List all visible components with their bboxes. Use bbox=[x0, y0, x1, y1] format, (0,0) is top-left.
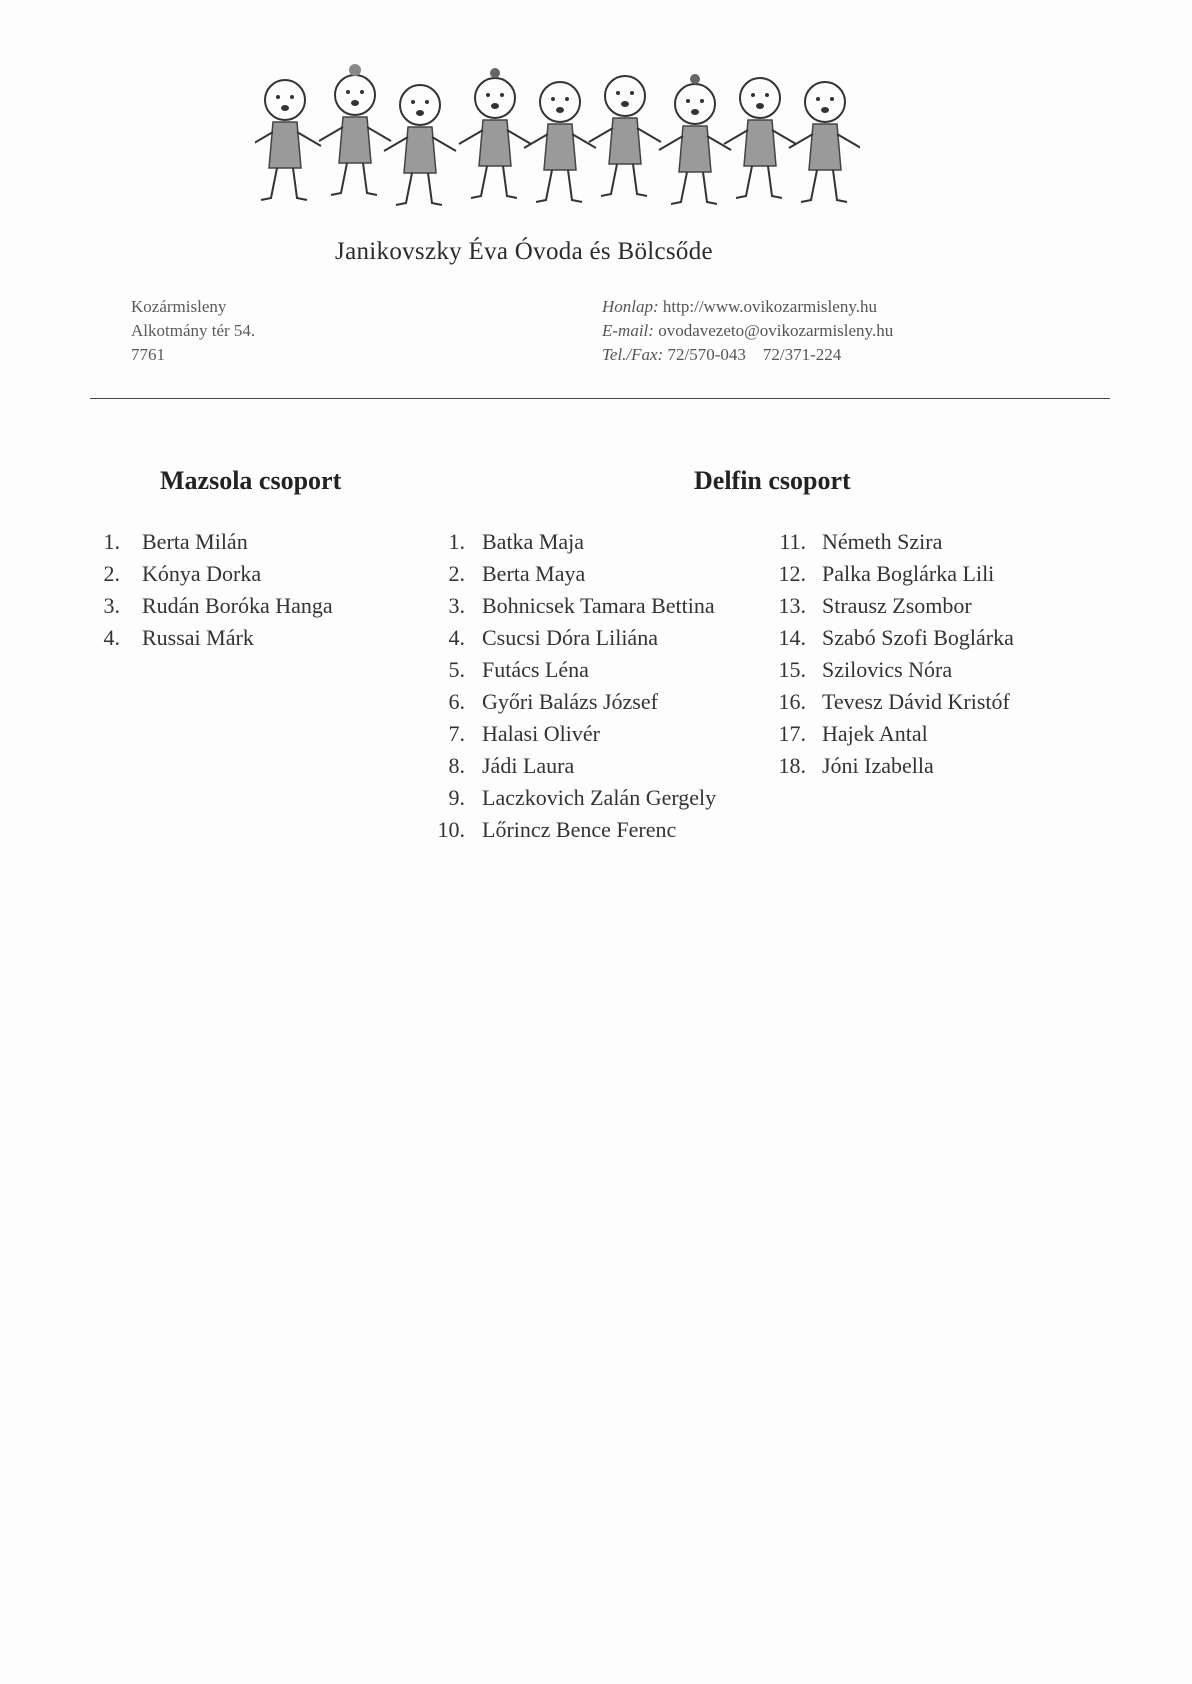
list-item-number: 4. bbox=[103, 625, 120, 650]
delfin-member-list-col2 bbox=[770, 526, 1014, 782]
list-item bbox=[432, 814, 677, 846]
contact-block bbox=[602, 295, 893, 367]
list-item bbox=[432, 782, 717, 814]
list-item bbox=[432, 718, 600, 750]
list-item-name: Győri Balázs József bbox=[482, 689, 658, 714]
phone-value: 72/570-043 72/371-224 bbox=[667, 345, 842, 364]
list-item-number: 18. bbox=[778, 753, 806, 778]
web-label: Honlap: bbox=[602, 297, 659, 316]
list-item bbox=[432, 526, 585, 558]
address-zip: 7761 bbox=[131, 345, 165, 364]
delfin-member-list-col1 bbox=[432, 526, 717, 846]
header-divider bbox=[90, 398, 1110, 399]
list-item bbox=[770, 558, 995, 590]
list-item bbox=[770, 590, 972, 622]
list-item-name: Berta Maya bbox=[482, 561, 586, 586]
list-item-number: 17. bbox=[778, 721, 806, 746]
list-item bbox=[432, 558, 586, 590]
list-item-name: Rudán Boróka Hanga bbox=[142, 593, 333, 618]
list-item-number: 7. bbox=[448, 721, 465, 746]
list-item-number: 16. bbox=[778, 689, 806, 714]
list-item-name: Hajek Antal bbox=[822, 721, 928, 746]
list-item-number: 14. bbox=[778, 625, 806, 650]
list-item bbox=[98, 590, 333, 622]
school-name-text: Janikovszky Éva Óvoda és Bölcsőde bbox=[335, 238, 713, 265]
list-item-number: 2. bbox=[103, 561, 120, 586]
list-item-number: 11. bbox=[779, 529, 806, 554]
phone-label: Tel./Fax: bbox=[602, 345, 664, 364]
list-item bbox=[98, 558, 262, 590]
list-item-name: Bohnicsek Tamara Bettina bbox=[482, 593, 715, 618]
list-item-name: Strausz Zsombor bbox=[822, 593, 972, 618]
list-item-name: Batka Maja bbox=[482, 529, 585, 554]
email-link[interactable]: ovodavezeto@ovikozarmisleny.hu bbox=[658, 321, 894, 340]
list-item-number: 13. bbox=[778, 593, 806, 618]
list-item bbox=[98, 622, 254, 654]
mazsola-member-list bbox=[98, 526, 333, 654]
list-item-name: Csucsi Dóra Liliána bbox=[482, 625, 658, 650]
list-item-name: Németh Szira bbox=[822, 529, 943, 554]
list-item bbox=[770, 718, 928, 750]
list-item-number: 12. bbox=[778, 561, 806, 586]
address-street: Alkotmány tér 54. bbox=[131, 321, 256, 340]
list-item bbox=[432, 686, 658, 718]
list-item bbox=[432, 590, 715, 622]
list-item-number: 1. bbox=[103, 529, 120, 554]
dancing-children-logo-icon bbox=[255, 60, 860, 210]
list-item-name: Halasi Olivér bbox=[482, 721, 600, 746]
list-item-number: 1. bbox=[448, 529, 465, 554]
web-link[interactable]: http://www.ovikozarmisleny.hu bbox=[662, 297, 877, 316]
list-item bbox=[432, 622, 658, 654]
list-item-name: Palka Boglárka Lili bbox=[822, 561, 995, 586]
delfin-group-title: Delfin csoport bbox=[694, 466, 851, 495]
list-item-name: Futács Léna bbox=[482, 657, 589, 682]
web-line bbox=[602, 295, 893, 319]
list-item bbox=[770, 526, 943, 558]
list-item bbox=[770, 654, 953, 686]
list-item-name: Berta Milán bbox=[142, 529, 248, 554]
list-item-number: 4. bbox=[448, 625, 465, 650]
list-item-name: Russai Márk bbox=[142, 625, 254, 650]
list-item bbox=[770, 750, 934, 782]
mazsola-group-title: Mazsola csoport bbox=[160, 466, 342, 495]
list-item-number: 6. bbox=[448, 689, 465, 714]
list-item-name: Jádi Laura bbox=[482, 753, 575, 778]
list-item bbox=[432, 654, 589, 686]
list-item-number: 3. bbox=[103, 593, 120, 618]
list-item-name: Kónya Dorka bbox=[142, 561, 262, 586]
list-item-name: Szilovics Nóra bbox=[822, 657, 953, 682]
list-item bbox=[770, 686, 1010, 718]
list-item bbox=[98, 526, 248, 558]
list-item bbox=[770, 622, 1014, 654]
email-label: E-mail: bbox=[602, 321, 654, 340]
list-item-name: Jóni Izabella bbox=[822, 753, 934, 778]
list-item-number: 8. bbox=[448, 753, 465, 778]
list-item-name: Laczkovich Zalán Gergely bbox=[482, 785, 717, 810]
address-city: Kozármisleny bbox=[131, 297, 227, 316]
list-item-number: 5. bbox=[448, 657, 465, 682]
list-item-name: Szabó Szofi Boglárka bbox=[822, 625, 1014, 650]
list-item-name: Lőrincz Bence Ferenc bbox=[482, 817, 677, 842]
address-block bbox=[131, 295, 255, 367]
list-item bbox=[432, 750, 575, 782]
phone-line bbox=[602, 343, 893, 367]
list-item-number: 15. bbox=[778, 657, 806, 682]
list-item-number: 3. bbox=[448, 593, 465, 618]
email-line bbox=[602, 319, 893, 343]
list-item-number: 10. bbox=[437, 817, 465, 842]
list-item-name: Tevesz Dávid Kristóf bbox=[822, 689, 1010, 714]
list-item-number: 2. bbox=[448, 561, 465, 586]
list-item-number: 9. bbox=[448, 785, 465, 810]
school-name bbox=[0, 238, 1192, 266]
